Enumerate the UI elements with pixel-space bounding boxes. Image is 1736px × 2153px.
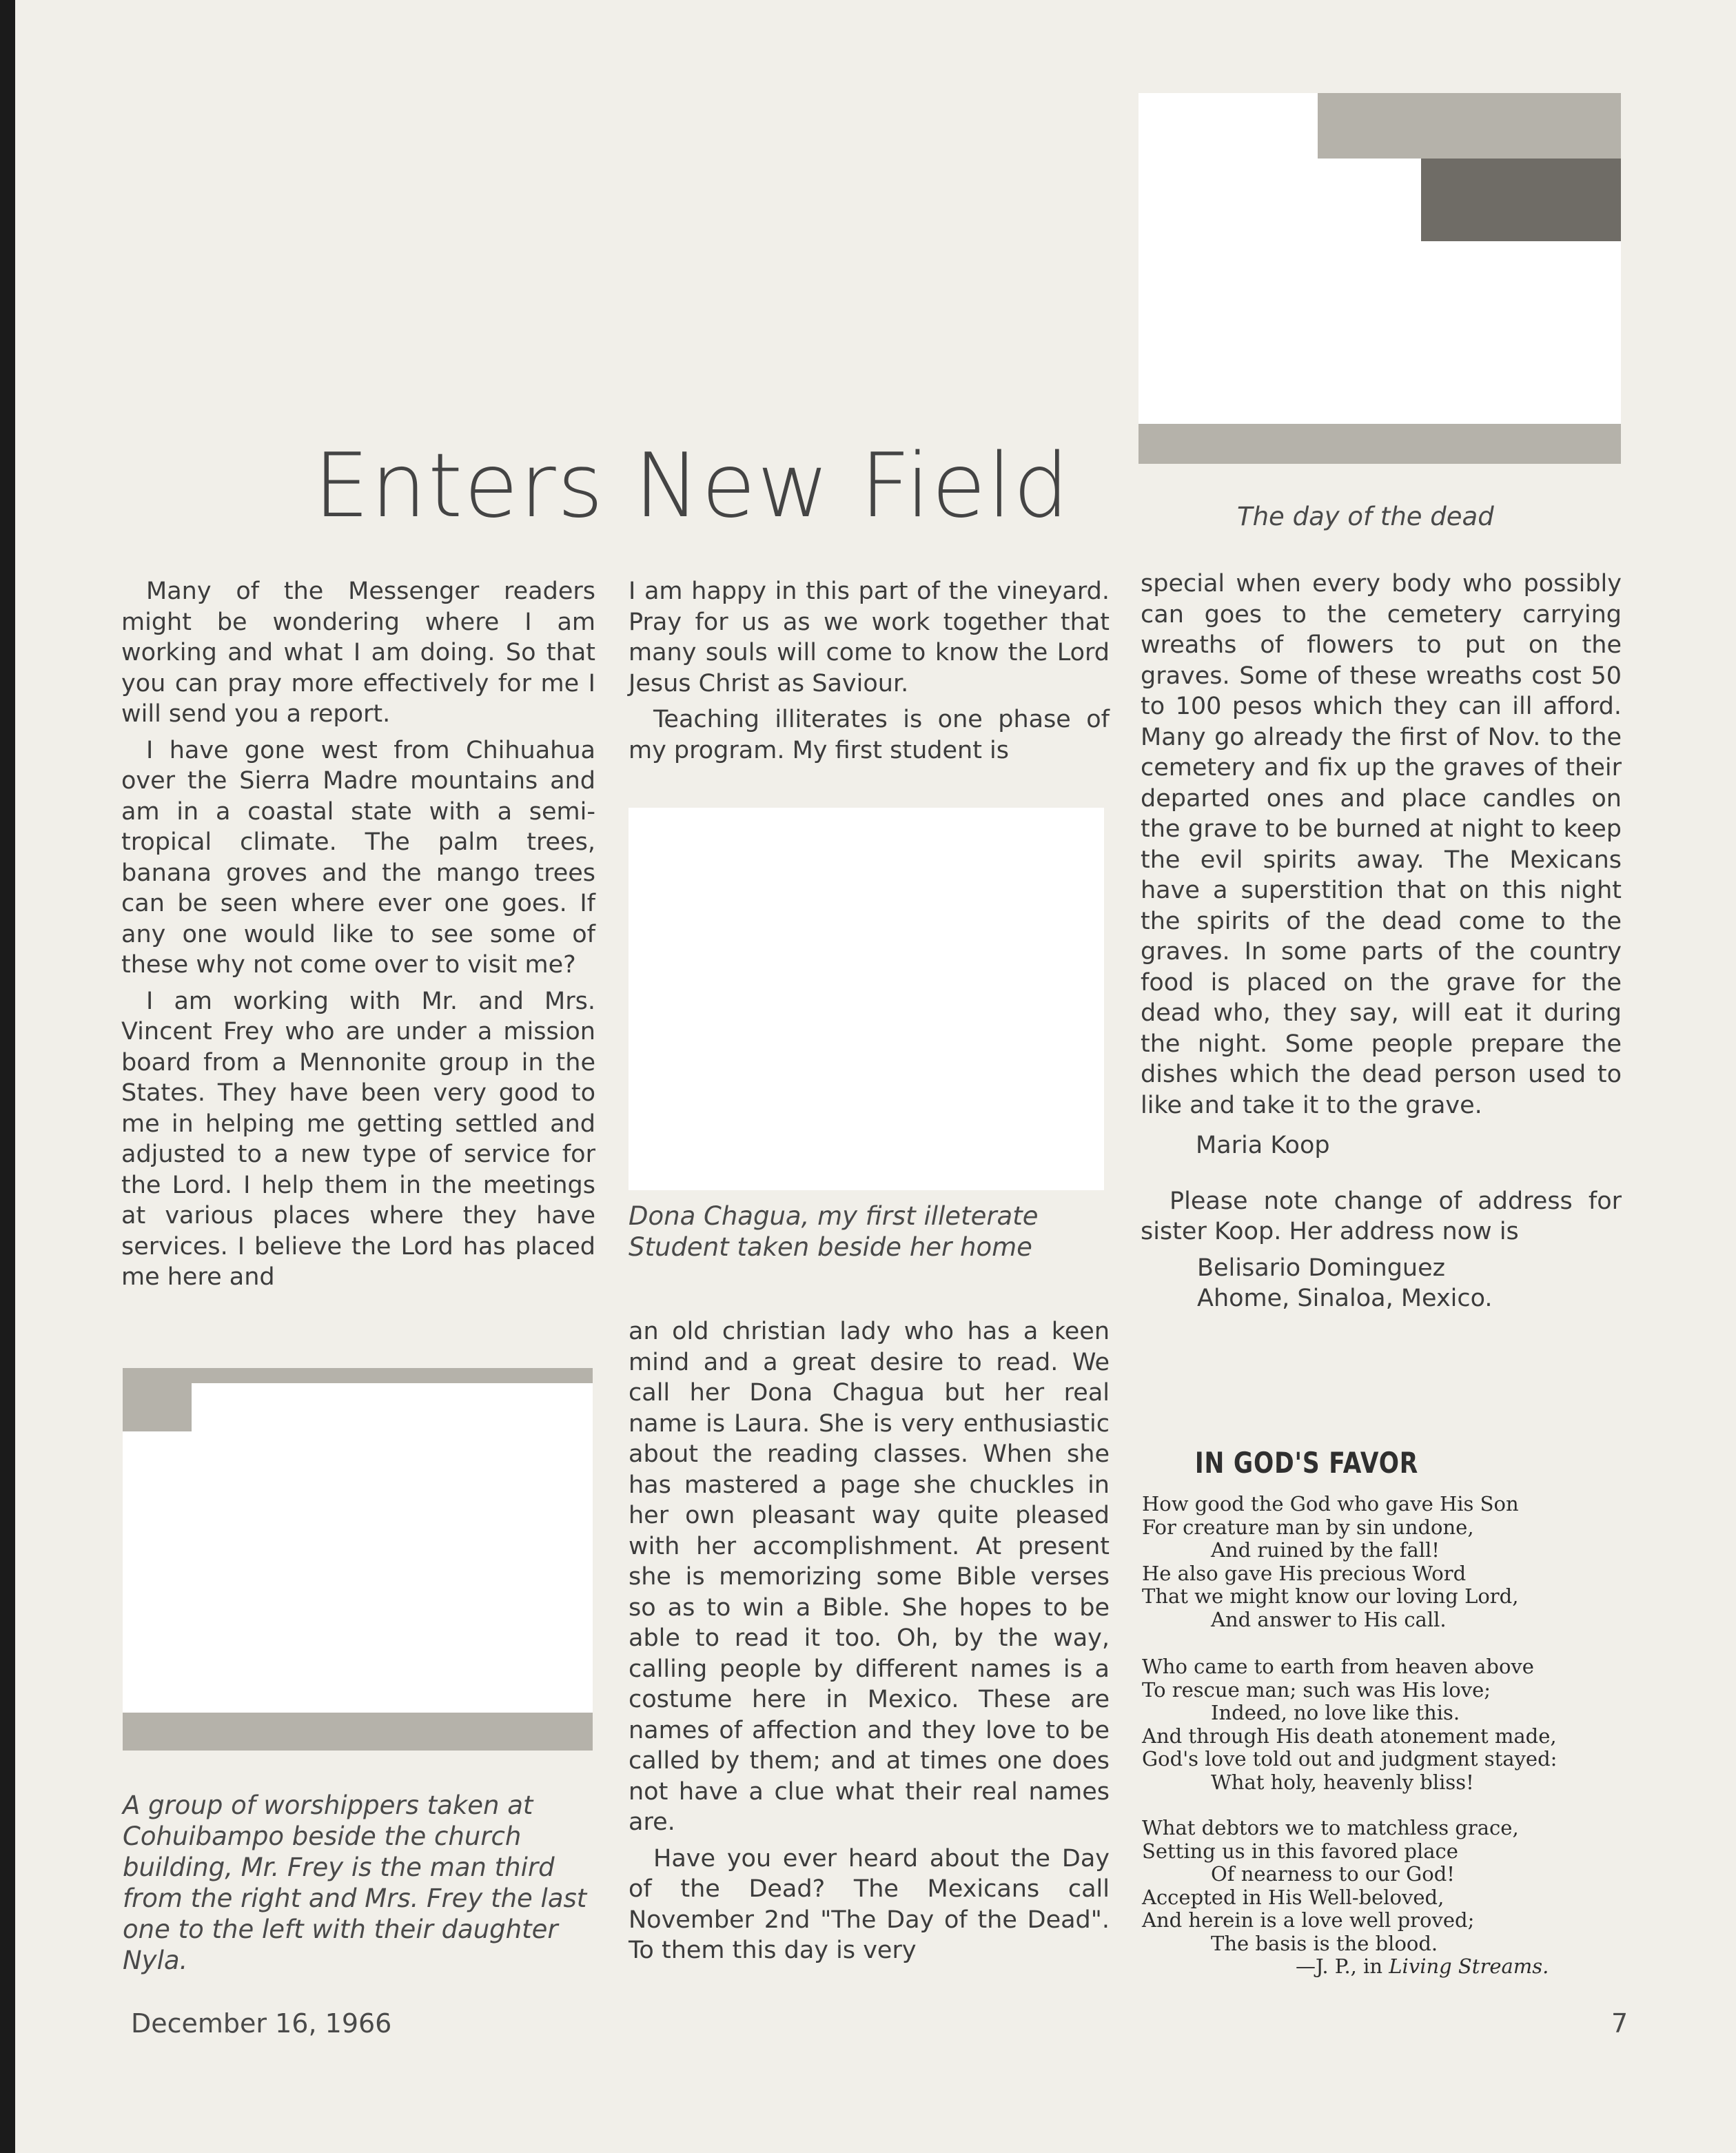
- poem-line: God's love told out and judgment stayed:: [1142, 1747, 1558, 1771]
- poem-line: For creature man by sin undone,: [1142, 1515, 1474, 1539]
- column-1: [121, 576, 595, 1298]
- poem-line: Setting us in this favored place: [1142, 1839, 1458, 1863]
- cemetery-photo: [1138, 93, 1621, 464]
- poem-stanza-2: [1142, 1655, 1624, 1794]
- student-caption: Dona Chagua, my first illeterate Student taken beside her home: [629, 1201, 1039, 1262]
- poem-line: Of nearness to our God!: [1211, 1862, 1455, 1886]
- poem-title: IN GOD'S FAVOR: [1194, 1446, 1419, 1480]
- page-number: 7: [1611, 2008, 1628, 2039]
- poem-line: And answer to His call.: [1211, 1607, 1447, 1631]
- address-line: Ahome, Sinaloa, Mexico.: [1197, 1285, 1493, 1312]
- poem-line: Who came to earth from heaven above: [1142, 1655, 1534, 1678]
- poem-line: Accepted in His Well-beloved,: [1142, 1885, 1444, 1909]
- poem-line: And ruined by the fall!: [1211, 1538, 1440, 1562]
- paragraph: Teaching illiterates is one phase of my program. My first student is: [629, 706, 1110, 764]
- poem-stanza-3: [1142, 1817, 1624, 1955]
- worshippers-caption: A group of worshippers taken at Cohuibampo beside the church building, Mr. Frey is the man third from the right and Mrs. Frey the last one to the left with their daughter Nyla.: [123, 1790, 587, 1975]
- poem-credit: [1296, 1955, 1549, 1978]
- paragraph: special when every body who possibly can goes to the cemetery carrying wreaths of flowers to put on the graves. Some of these wreaths cost 50 to 100 pesos which they can ill afford. Many go already the first of Nov. to the cemetery and fix up the graves of their departed ones and place candles on the grave to be burned at night to keep the evil spirits away. The Mexicans have a superstition that on this night the spirits of the dead come to the graves. In some parts of the country food is placed on the grave for the dead who, they say, will eat it during the night. Some people prepare the dishes which the dead person used to like and take it to the grave.: [1141, 570, 1622, 1119]
- poem-line: He also gave His precious Word: [1142, 1561, 1467, 1585]
- paragraph: Many of the Messenger readers might be wondering where I am working and what I am doing. So that you can pray more effectively for me I will send you a report.: [121, 578, 595, 728]
- signature: Maria Koop: [1196, 1132, 1330, 1159]
- paragraph: Have you ever heard about the Day of the Dead? The Mexicans call November 2nd "The Day of the Dead". To them this day is very: [629, 1844, 1110, 1964]
- binding-edge: [0, 0, 15, 2153]
- worshippers-photo: [123, 1368, 593, 1751]
- poem-line: The basis is the blood.: [1211, 1931, 1438, 1955]
- poem-line: And herein is a love well proved;: [1142, 1908, 1475, 1932]
- poem-stanza-1: [1142, 1493, 1624, 1631]
- address-note: Please note change of address for sister Koop. Her address now is: [1141, 1187, 1622, 1245]
- student-photo: [629, 808, 1104, 1190]
- poem-line: How good the God who gave His Son: [1142, 1492, 1519, 1516]
- paragraph: I am working with Mr. and Mrs. Vincent Frey who are under a mission board from a Mennonite group in the States. They have been very good to me in helping me getting settled and adjusted to a new type of service for the Lord. I help them in the meetings at various places where they have services. I believe the Lord has placed me here and: [121, 987, 595, 1291]
- issue-date: December 16, 1966: [131, 2008, 392, 2039]
- poem-line: That we might know our loving Lord,: [1142, 1584, 1519, 1608]
- poem-credit-source: Living Streams.: [1389, 1955, 1549, 1978]
- column-3: [1141, 569, 1622, 1314]
- poem-line: What holy, heavenly bliss!: [1211, 1770, 1474, 1794]
- cemetery-caption: The day of the dead: [1237, 502, 1494, 531]
- poem-line: To rescue man; such was His love;: [1142, 1677, 1491, 1702]
- poem-line: What debtors we to matchless grace,: [1142, 1816, 1519, 1839]
- column-2-top: [629, 576, 1110, 771]
- poem-line: Indeed, no love like this.: [1211, 1701, 1460, 1724]
- poem-credit-prefix: —J. P., in: [1296, 1955, 1389, 1978]
- paragraph: I have gone west from Chihuahua over the Sierra Madre mountains and am in a coastal state with a semi-tropical climate. The palm trees, banana groves and the mango trees can be seen where ever one goes. If any one would like to see some of these why not come over to visit me?: [121, 736, 595, 979]
- article-title: Enters New Field: [314, 434, 1071, 538]
- column-2-bottom: [629, 1316, 1110, 1972]
- paragraph: an old christian lady who has a keen mind and a great desire to read. We call her Dona Chagua but her real name is Laura. She is very enthusiastic about the reading classes. When she has mastered a page she chuckles in her own pleasant way quite pleased with her accomplishment. At present she is memorizing some Bible verses so as to win a Bible. She hopes to be able to read it too. Oh, by the way, calling people by different names is a costume here in Mexico. These are names of affection and they love to be called by them; and at times one does not have a clue what their real names are.: [629, 1318, 1110, 1836]
- address-line: Belisario Dominguez: [1197, 1254, 1445, 1282]
- poem-line: And through His death atonement made,: [1142, 1724, 1557, 1748]
- paragraph: I am happy in this part of the vineyard. Pray for us as we work together that many souls will come to know the Lord Jesus Christ as Saviour.: [629, 578, 1110, 697]
